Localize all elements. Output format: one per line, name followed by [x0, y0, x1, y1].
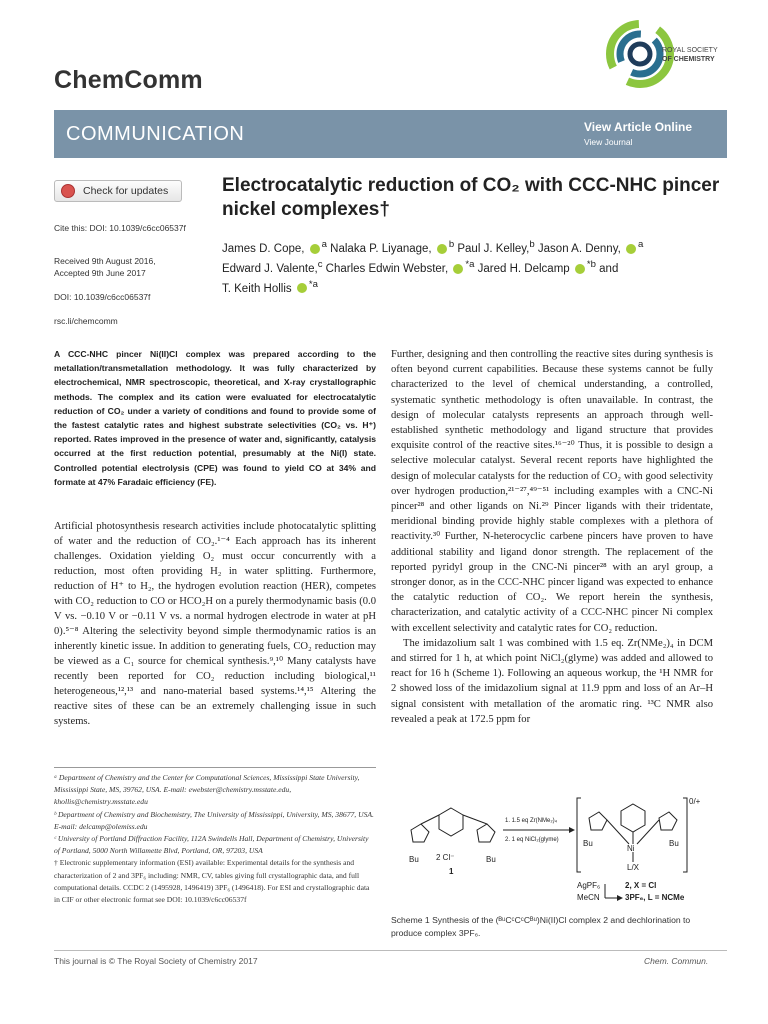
article-type: COMMUNICATION — [66, 123, 245, 145]
orcid-icon[interactable] — [297, 283, 307, 293]
check-for-updates-label: Check for updates — [83, 185, 169, 197]
ligand-1-structure — [411, 808, 495, 842]
logo-text-1: ROYAL SOCIETY — [662, 47, 718, 54]
footnotes — [54, 772, 376, 906]
lx-label: L/X — [627, 863, 640, 872]
counter-ion: 2 Cl⁻ — [436, 853, 455, 862]
footnote-divider — [54, 767, 376, 768]
intro-paragraph: Artificial photosynthesis research activities include photocatalytic splitting of water and the reduction of CO₂.¹⁻⁴ Each approach has its inherent challenges. Oxidation yielding O₂ must occur concurrently with a reduction, most often providing H₂ in water splitting. Furthermore, reduction of H⁺ to H₂, the hydrogen evolution reaction (HER), competes with CO₂ reduction to CO or HCO₂H on a purely thermodynamic basis (0.0 V vs. −0.10 V or −0.11 V vs. a normal hydrogen electrode in water at pH 0).⁵⁻⁸ Altering the selectivity beyond simple thermodynamic ratios is an inherently kinetic issue. In addition to generating fuels, CO₂ reduction may be viewed as a C₁ source for chemical synthesis.⁹,¹⁰ Many catalysts have recently been reported for CO₂ reduction including biological,¹¹ heterogeneous,¹²,¹³ and nano-material based systems.¹⁴,¹⁵ Altering the reactive sites of these can be an extremely challenging issue in such systems. — [54, 521, 376, 727]
author-and: and — [595, 262, 619, 275]
author-delcamp: Jared H. Delcamp — [474, 262, 573, 275]
step-2: 2. 1 eq NiCl₂(glyme) — [505, 837, 559, 843]
footnote-c: ᶜ University of Portland Diffraction Facility, 112A Swindells Hall, Department of Chemistry, University of Portland, 5000 North Willamette Blvd, Portland, OR, 97203, USA — [54, 834, 369, 856]
journal-title: ChemComm — [54, 66, 203, 94]
affil-mark: *a — [308, 278, 318, 290]
journal-abbreviation: Chem. Commun. — [644, 956, 709, 966]
article-title: Electrocatalytic reduction of CO₂ with CCC-NHC pincer nickel complexes† — [222, 175, 720, 220]
rsc-logo — [600, 14, 720, 94]
journal-site-link[interactable]: rsc.li/chemcomm — [54, 316, 118, 326]
affil-mark: a — [638, 239, 644, 250]
author-cope: James D. Cope, — [222, 242, 308, 255]
nickel-label: Ni — [627, 844, 635, 853]
cite-line — [54, 222, 186, 234]
footnote-esi: † Electronic supplementary information (ESI) available: Experimental details for the synthesis and characterization of 2 and 3PF₆ including: NMR, CV, tables giving full crystallographic data, and full computational details. CCDC 2 (1495928, 1496419) 3PF₆ (1496418). For ESI and crystallographic data in CIF or other electronic format see DOI: 10.1039/c6cc06537f — [54, 858, 370, 905]
right-column — [391, 347, 713, 727]
body-paragraph-2: The imidazolium salt 1 was combined with 1.5 eq. Zr(NMe₂)₄ in DCM and stirred for 1 h, at which point NiCl₂(glyme) was added and allowed to react for 16 h (Scheme 1). Following an aqueous workup, the ¹H NMR for 2 showed loss of the imidazolium signal at 11.9 ppm and loss of an Ar–H signal consistent with metallation of the aromatic ring. ¹³C NMR also revealed a peak at 172.5 ppm for — [391, 637, 713, 725]
authors-line-2 — [222, 257, 732, 277]
article-doi[interactable]: DOI: 10.1039/c6cc06537f — [54, 292, 151, 302]
reaction-arrowhead — [569, 827, 575, 833]
bu-label-left: Bu — [409, 855, 419, 864]
author-liyanage: Nalaka P. Liyanage, — [326, 242, 435, 255]
footer-divider — [54, 950, 727, 951]
check-for-updates-button[interactable] — [54, 180, 182, 202]
product-3-label: 3PF₆, L = NCMe — [625, 893, 685, 902]
cite-doi[interactable]: DOI: 10.1039/c6cc06537f — [89, 223, 186, 233]
authors-line-1 — [222, 237, 732, 257]
orcid-icon[interactable] — [575, 264, 585, 274]
author-webster: Charles Edwin Webster, — [322, 262, 452, 275]
received-date: Received 9th August 2016, — [54, 256, 156, 266]
bu-label-product-right: Bu — [669, 839, 679, 848]
author-valente: Edward J. Valente, — [222, 262, 318, 275]
bu-label-product-left: Bu — [583, 839, 593, 848]
orcid-icon[interactable] — [310, 244, 320, 254]
product-2-label: 2, X = Cl — [625, 881, 657, 890]
author-list — [222, 237, 732, 296]
scheme-caption: Scheme 1 Synthesis of the (ᴮᵘCᶜCᶜCᴮᵘ)Ni(II)Cl complex 2 and dechlorination to produce complex 3PF₆. — [391, 915, 691, 938]
author-denny: Jason A. Denny, — [534, 242, 624, 255]
author-kelley: Paul J. Kelley, — [454, 242, 530, 255]
affil-mark: b — [529, 239, 535, 250]
crossmark-icon — [61, 184, 75, 198]
body-paragraph-1: Further, designing and then controlling the reactive sites during synthesis is often beyond current capabilities. Because these systems cannot be fully characterized to the level of chemical understanding, a controlled, systematic synthetic methodology is often unavailable. In contrast, the design of molecular catalysts represents an approach through well-established synthetic methodology and ligand structure that provides exquisite control of the reactive sites.¹⁶⁻²⁰ Thus, it is possible to design a selective molecular catalyst. Several recent reports have highlighted the design of molecular catalysts for the reduction of CO₂ with good selectivity over hydrogen production,²¹⁻²⁷,⁴⁹⁻⁵¹ including examples with a CNC-Ni pincer²⁸ and other ligands on Ni.²⁹ Pincer ligands with their tridentate, meridional binding provide highly stable complexes with a plethora of reactivity.³⁰ Further, N-heterocyclic carbene pincers have proven to have additional stability and ligand donor strength. The replacement of the reported pyridyl group in the CNC-Ni pincer²⁸ with an aryl group, a stronger donor, as in the CCC-NHC pincer ligand was expected to enhance the catalytic reduction of CO₂. We report herein the synthesis, characterization, and catalytic activity of a CCC-NHC pincer Ni complex with excellent selectivity and catalytic rates for CO₂ reduction. — [391, 349, 713, 634]
charge-label: 0/+ — [689, 797, 701, 806]
step-1: 1. 1.5 eq Zr(NMe₂)₄ — [505, 818, 558, 824]
affil-mark: b — [448, 239, 455, 250]
copyright-notice: This journal is © The Royal Society of Chemistry 2017 — [54, 956, 258, 966]
affil-mark: *a — [465, 258, 475, 270]
view-journal-link[interactable]: View Journal — [584, 137, 633, 147]
footnote-b: ᵇ Department of Chemistry and Biochemistry, The University of Mississippi, University, MS, 38677, USA. E-mail: delcamp@olemiss.edu — [54, 809, 374, 831]
accepted-date: Accepted 9th June 2017 — [54, 268, 146, 278]
dechlorination-arrowhead — [617, 895, 623, 901]
affil-mark: *b — [586, 258, 596, 270]
affil-mark: a — [321, 239, 327, 250]
view-article-online-link[interactable]: View Article Online — [584, 120, 693, 134]
abstract: A CCC-NHC pincer Ni(II)Cl complex was prepared according to the metallation/transmetallation methodology. It was fully characterized by electrochemical, NMR spectroscopic, theoretical, and X-ray crystallographic methods. The complex and its cation were evaluated for electrocatalytic reduction of CO₂ under a variety of conditions and found to provide some of the fastest catalytic rates and highest substrate selectivities (CO₂ vs. H⁺) reported. Rates improved in the presence of water and, significantly, catalysis occurred at the first reduction potential, presumably at the Ni(I) state. Controlled potential electrolysis (CPE) was found to yield CO at 34% and formate at 47% Faradaic efficiency (FE). — [54, 349, 376, 487]
orcid-icon[interactable] — [453, 264, 463, 274]
scheme-1-figure — [391, 790, 721, 910]
logo-text-2: OF CHEMISTRY — [662, 56, 715, 63]
agpf6-label: AgPF₆ — [577, 881, 601, 890]
affil-mark: c — [317, 258, 323, 270]
author-hollis: T. Keith Hollis — [222, 282, 295, 295]
cite-label: Cite this: — [54, 223, 88, 233]
orcid-icon[interactable] — [437, 244, 447, 254]
authors-line-3 — [222, 277, 732, 297]
footnote-a: ᵃ Department of Chemistry and the Center for Computational Sciences, Mississippi State University, Mississippi State, MS, 39762, USA. E-mail: ewebster@chemistry.msstate.edu, khollis@chemistry.msstate.edu — [54, 773, 360, 807]
bu-label-right: Bu — [486, 855, 496, 864]
compound-1-label: 1 — [449, 867, 454, 876]
nickel-complex-structure — [577, 798, 687, 872]
orcid-icon[interactable] — [626, 244, 636, 254]
mecn-label: MeCN — [577, 893, 600, 902]
